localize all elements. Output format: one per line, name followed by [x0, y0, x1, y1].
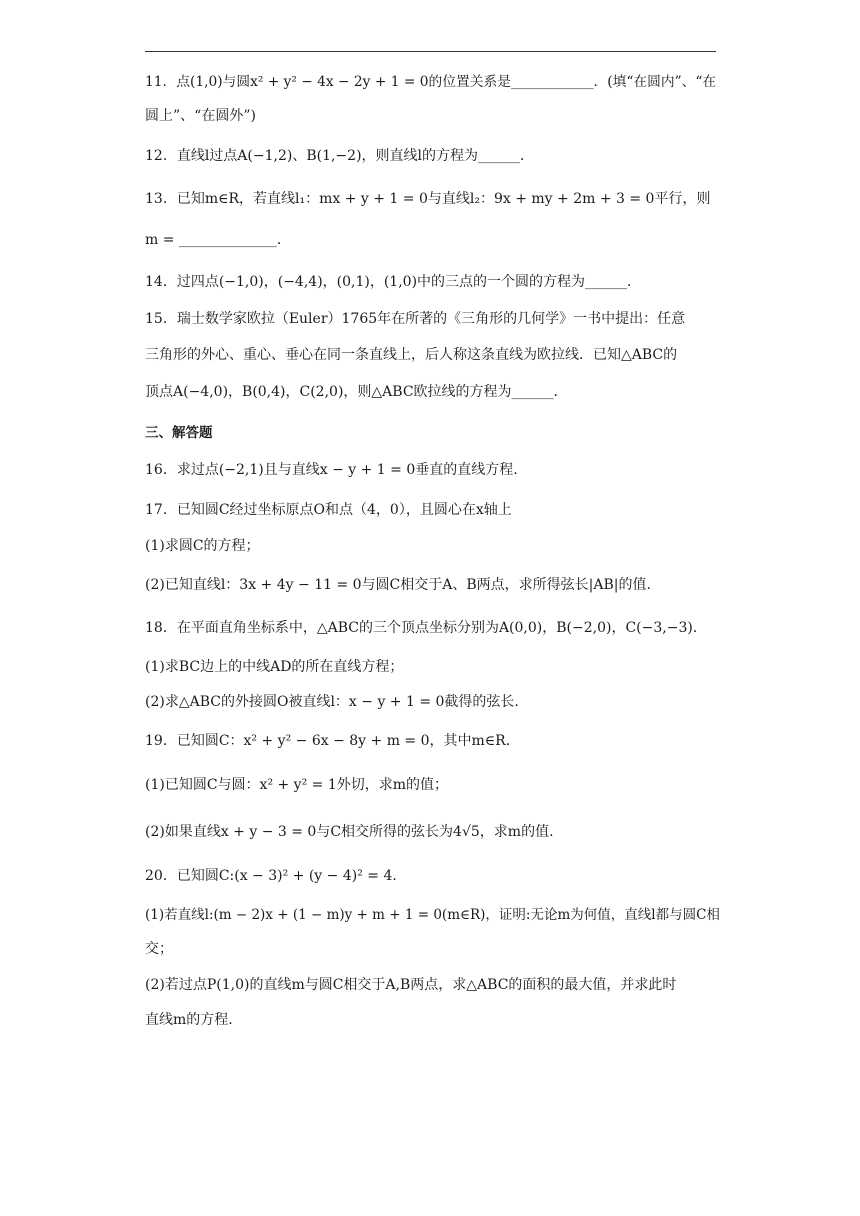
- q13-line-2: m = ______________．: [145, 232, 291, 248]
- q20-part-2-line-2: 直线m的方程.: [145, 1012, 233, 1028]
- q18-part-1: (1)求BC边上的中线AD的所在直线方程；: [145, 659, 404, 675]
- q20-part-1-line-2: 交；: [145, 941, 173, 957]
- q19-line: 19．已知圆C：x² + y² − 6x − 8y + m = 0，其中m∈R．: [145, 733, 520, 749]
- q15-line-3: 顶点A(−4,0)，B(0,4)，C(2,0)，则△ABC欧拉线的方程为______．: [145, 384, 568, 400]
- q20-line: 20．已知圆C:(x − 3)² + (y − 4)² = 4．: [145, 868, 407, 884]
- q15-line-2: 三角形的外心、重心、垂心在同一条直线上，后人称这条直线为欧拉线．已知△ABC的: [145, 347, 678, 363]
- q14-line: 14．过四点(−1,0)，(−4,4)，(0,1)，(1,0)中的三点的一个圆的方程为______．: [145, 274, 642, 290]
- q18-part-2: (2)求△ABC的外接圆O被直线l：x − y + 1 = 0截得的弦长.: [145, 694, 519, 710]
- q15-line-1: 15．瑞士数学家欧拉（Euler）1765年在所著的《三角形的几何学》一书中提出：任意: [145, 311, 686, 327]
- q17-line: 17．已知圆C经过坐标原点O和点（4，0），且圆心在x轴上: [145, 502, 512, 518]
- q16-line: 16．求过点(−2,1)且与直线x − y + 1 = 0垂直的直线方程.: [145, 462, 518, 478]
- q13-line-1: 13．已知m∈R，若直线l₁：mx + y + 1 = 0与直线l₂：9x + my + 2m + 3 = 0平行，则: [145, 191, 711, 207]
- q17-part-1: (1)求圆C的方程；: [145, 538, 260, 554]
- q17-part-2: (2)已知直线l：3x + 4y − 11 = 0与圆C相交于A、B两点，求所得弦长|AB|的值.: [145, 577, 651, 593]
- header-rule: [145, 51, 716, 52]
- section-heading: 三、解答题: [145, 425, 213, 441]
- q20-part-1-line-1: (1)若直线l:(m − 2)x + (1 − m)y + m + 1 = 0(m∈R)，证明:无论m为何值，直线l都与圆C相: [145, 907, 720, 923]
- q11-line-1: 11．点(1,0)与圆x² + y² − 4x − 2y + 1 = 0的位置关系是____________．(填“在圆内”、“在: [145, 74, 717, 90]
- q18-line: 18．在平面直角坐标系中，△ABC的三个顶点坐标分别为A(0,0)，B(−2,0)，C(−3,−3)．: [145, 620, 707, 636]
- q19-part-2: (2)如果直线x + y − 3 = 0与C相交所得的弦长为4√5，求m的值.: [145, 824, 554, 840]
- q11-line-2: 圆上”、“在圆外”): [145, 108, 256, 124]
- q20-part-2-line-1: (2)若过点P(1,0)的直线m与圆C相交于A,B两点，求△ABC的面积的最大值，并求此时: [145, 977, 677, 993]
- q19-part-1: (1)已知圆C与圆：x² + y² = 1外切，求m的值；: [145, 777, 449, 793]
- q12-line: 12．直线l过点A(−1,2)、B(1,−2)，则直线l的方程为______．: [145, 148, 535, 164]
